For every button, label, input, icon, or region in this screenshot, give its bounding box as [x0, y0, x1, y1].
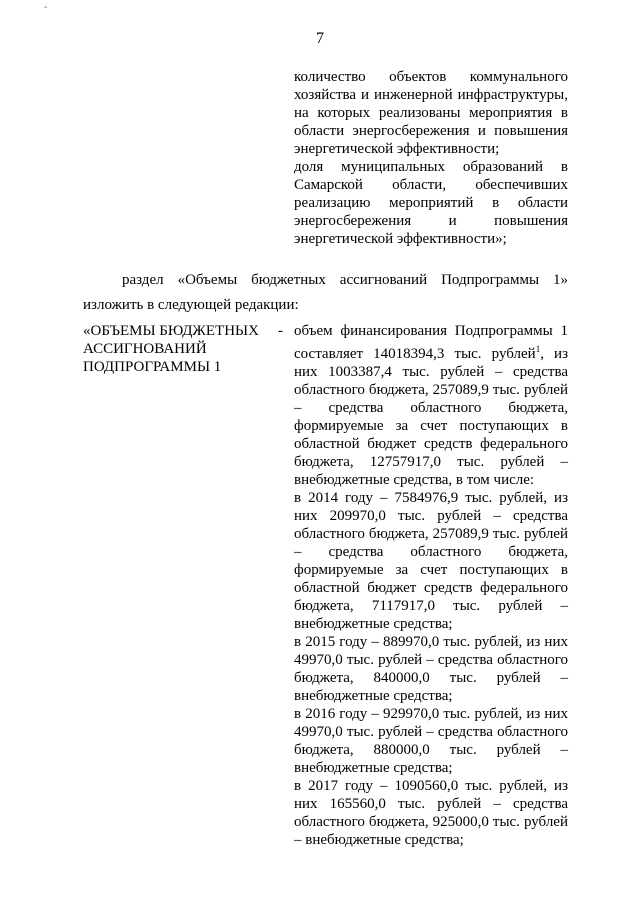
separator-dash: -	[278, 323, 283, 339]
funding-2016: в 2016 году – 929970,0 тыс. рублей, из них 49970,0 тыс. рублей – средства областного бюджета, 880000,0 тыс. рублей – внебюджетные средства;	[294, 706, 568, 776]
footnote-mark: 1	[535, 344, 541, 354]
funding-2017: в 2017 году – 1090560,0 тыс. рублей, из них 165560,0 тыс. рублей – средства областного бюджета, 925000,0 тыс. рублей – внебюджетные средства;	[294, 778, 568, 848]
page-number: 7	[316, 30, 324, 47]
funding-2015: в 2015 году – 889970,0 тыс. рублей, из них 49970,0 тыс. рублей – средства областного бюджета, 840000,0 тыс. рублей – внебюджетные средства;	[294, 634, 568, 704]
section-title	[83, 322, 273, 376]
indicator-municipalities: доля муниципальных образований в Самарской области, обеспечивших реализацию мероприятий в области энергосбережения и повышения энергетической эффективности»;	[294, 159, 568, 247]
scan-mark: ˆ	[44, 6, 48, 17]
section-title-line: ПОДПРОГРАММЫ 1	[83, 359, 222, 375]
intro-line-2: изложить в следующей редакции:	[83, 297, 299, 313]
section-title-line: АССИГНОВАНИЙ	[83, 341, 207, 357]
funding-text	[294, 322, 568, 849]
intro-line-1: раздел «Объемы бюджетных ассигнований Подпрограммы 1»	[122, 272, 568, 288]
funding-2014: в 2014 году – 7584976,9 тыс. рублей, из них 209970,0 тыс. рублей – средства областного бюджета, 257089,9 тыс. рублей – средства областного бюджета, формируемые за счет поступающих в областной бюджет средств федерального бюджета, 7117917,0 тыс. рублей – внебюджетные средства;	[294, 490, 568, 632]
indicator-objects: количество объектов коммунального хозяйства и инженерной инфраструктуры, на которых реализованы мероприятия в области энергосбережения и повышения энергетической эффективности;	[294, 69, 568, 157]
indicator-list	[294, 68, 568, 248]
section-title-line: «ОБЪЕМЫ БЮДЖЕТНЫХ	[83, 323, 259, 339]
funding-total: объем финансирования Подпрограммы 1 составляет 14018394,3 тыс. рублей$^1$, из них 1003387,4 тыс. рублей – средства областного бюджета, 257089,9 тыс. рублей – средства областного бюджета, формируемые за счет поступающих в областной бюджет средств федерального бюджета, 12757917,0 тыс. рублей – внебюджетные средства, в том числе:	[294, 323, 568, 488]
